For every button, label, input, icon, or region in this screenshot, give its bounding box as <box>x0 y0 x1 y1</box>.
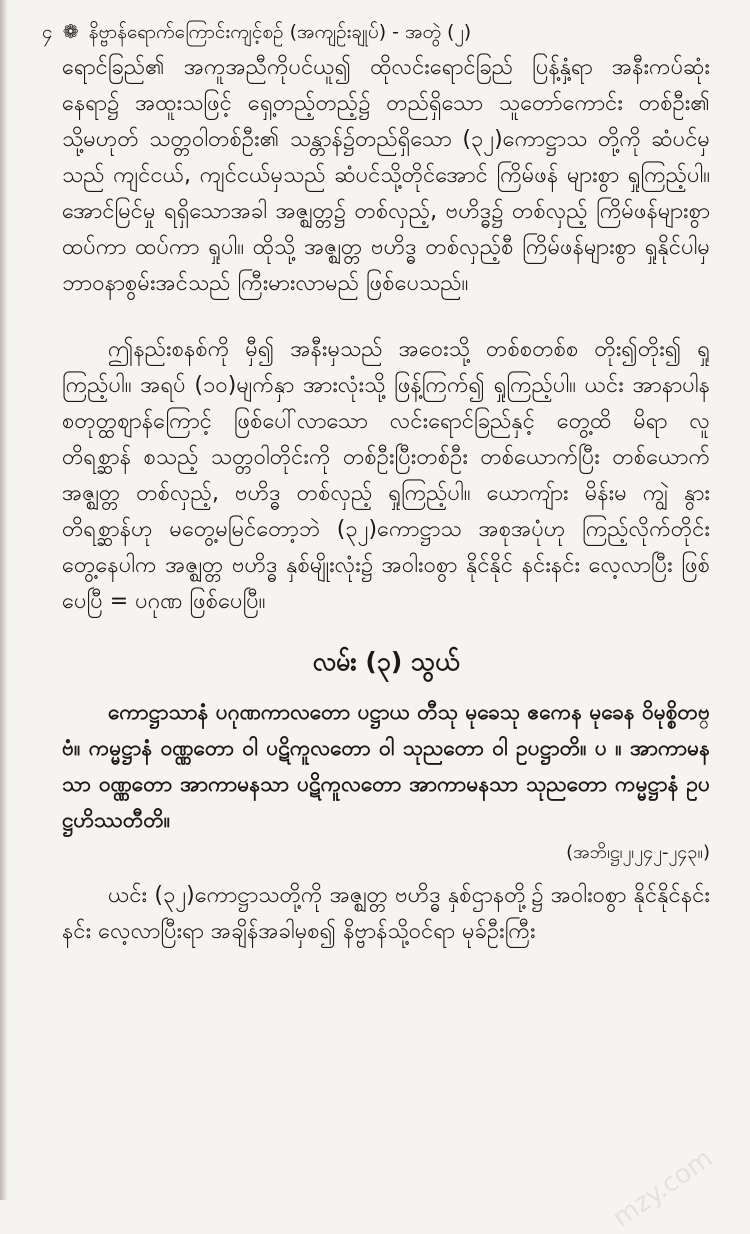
watermark: mzy.com <box>607 1143 718 1234</box>
page-number: ၄ <box>42 21 53 43</box>
final-text <box>62 878 710 950</box>
running-header <box>42 14 710 50</box>
paragraph-2: ဤနည်းစနစ်ကို မှီ၍ အနီးမှသည် အဝေးသို့ တစ်စတစ်စ တိုး၍တိုး၍ ရှုကြည့်ပါ။ အရပ် (၁၀)မျက်နှာ အားလုံးသို့ ဖြန့်ကြက်၍ ရှုကြည့်ပါ။ ယင်း အာနာပါနစတုတ္ထဈာန်ကြောင့် ဖြစ်ပေါ်လာသော လင်းရောင်ခြည်နှင့် တွေ့ထိ မိရာ လူ တိရစ္ဆာန် စသည့် သတ္တဝါတိုင်းကို တစ်ဦးပြီးတစ်ဦး တစ်ယောက်ပြီး တစ်ယောက် အဇ္ဈတ္တ တစ်လှည့်, ဗဟိဒ္ဓ တစ်လှည့် ရှုကြည့်ပါ။ ယောကျ်ား မိန်းမ ကျွဲ နွား တိရစ္ဆာန်ဟု မတွေ့မမြင်တော့ဘဲ (၃၂)ကောဋ္ဌာသ အစုအပုံဟု ကြည့်လိုက်တိုင်း တွေ့နေပါက အဇ္ဈတ္တ ဗဟိဒ္ဓ နှစ်မျိုးလုံး၌ အဝါးဝစွာ နိုင်နိုင် နင်းနင်း လေ့လာပြီး ဖြစ်ပေပြီ = ပဂုဏ ဖြစ်ပေပြီ။ <box>62 337 710 614</box>
quote-citation: (အဘိ၊ဋ္ဌ၊၂၊၂၄၂-၂၄၃။) <box>566 842 710 863</box>
paragraph-1: ရောင်ခြည်၏ အကူအညီကိုပင်ယူ၍ ထိုလင်းရောင်ခြည် ပြန့်နှံ့ရာ အနီးကပ်ဆုံး နေရာ၌ အထူးသဖြင့် ရှေ့တည့်တည့်၌ တည်ရှိသော သူတော်ကောင်း တစ်ဦး၏ သို့မဟုတ် သတ္တဝါတစ်ဦး၏ သန္တာန်၌တည်ရှိသော (၃၂)ကောဋ္ဌာသ တို့ကို ဆံပင်မှသည် ကျင်ငယ်, ကျင်ငယ်မှသည် ဆံပင်သို့တိုင်အောင် ကြိမ်ဖန် များစွာ ရှုကြည့်ပါ။ အောင်မြင်မှု ရရှိသောအခါ အဇ္ဈတ္တ၌ တစ်လှည့်, ဗဟိဒ္ဓ၌ တစ်လှည့် ကြိမ်ဖန်များစွာ ထပ်ကာ ထပ်ကာ ရှုပါ။ ထိုသို့ အဇ္ဈတ္တ ဗဟိဒ္ဓ တစ်လှည့်စီ ကြိမ်ဖန်များစွာ ရှုနိုင်ပါမှ ဘာဝနာစွမ်းအင်သည် ကြီးမားလာမည် ဖြစ်ပေသည်။ <box>62 55 710 296</box>
flower-ornament-icon: ❁ <box>62 21 79 43</box>
pali-quote <box>62 694 710 838</box>
pali-quote-text: ကောဋ္ဌာသာနံ ပဂုဏကာလတော ပဋ္ဌာယ တီသု မုခေသု ဧကေန မုခေန ဝိမုစ္စိတဗ္ဗံ။ ကမ္မဋ္ဌာနံ ဝဏ္ဏတော ဝါ ပဋိကူလတော ဝါ သုညတော ဝါ ဥပဋ္ဌာတိ။ ပ ။ အာကာမနသာ ဝဏ္ဏတော အာကာမနသာ ပဋိကူလတော အာကာမနသာ သုညတော ကမ္မဋ္ဌာနံ ဥပဋ္ဌဟိဿတီတိ။ <box>62 700 710 832</box>
paragraph-gap <box>62 302 710 332</box>
running-title: နိဗ္ဗာန်ရောက်ကြောင်းကျင့်စဉ် (အကျဉ်းချုပ်) - အတွဲ (၂) <box>88 21 472 43</box>
paragraph-3: ယင်း (၃၂)ကောဋ္ဌာသတို့ကို အဇ္ဈတ္တ ဗဟိဒ္ဓ နှစ်ဌာနတို့၌ အဝါးဝစွာ နိုင်နိုင်နင်းနင်း လေ့လာပြီးရာ အချိန်အခါမှစ၍ နိဗ္ဗာန်သို့ဝင်ရာ မုခ်ဦးကြီး <box>62 883 710 944</box>
section-heading: လမ်း (၃) သွယ် <box>312 647 460 676</box>
body-text <box>62 50 710 620</box>
